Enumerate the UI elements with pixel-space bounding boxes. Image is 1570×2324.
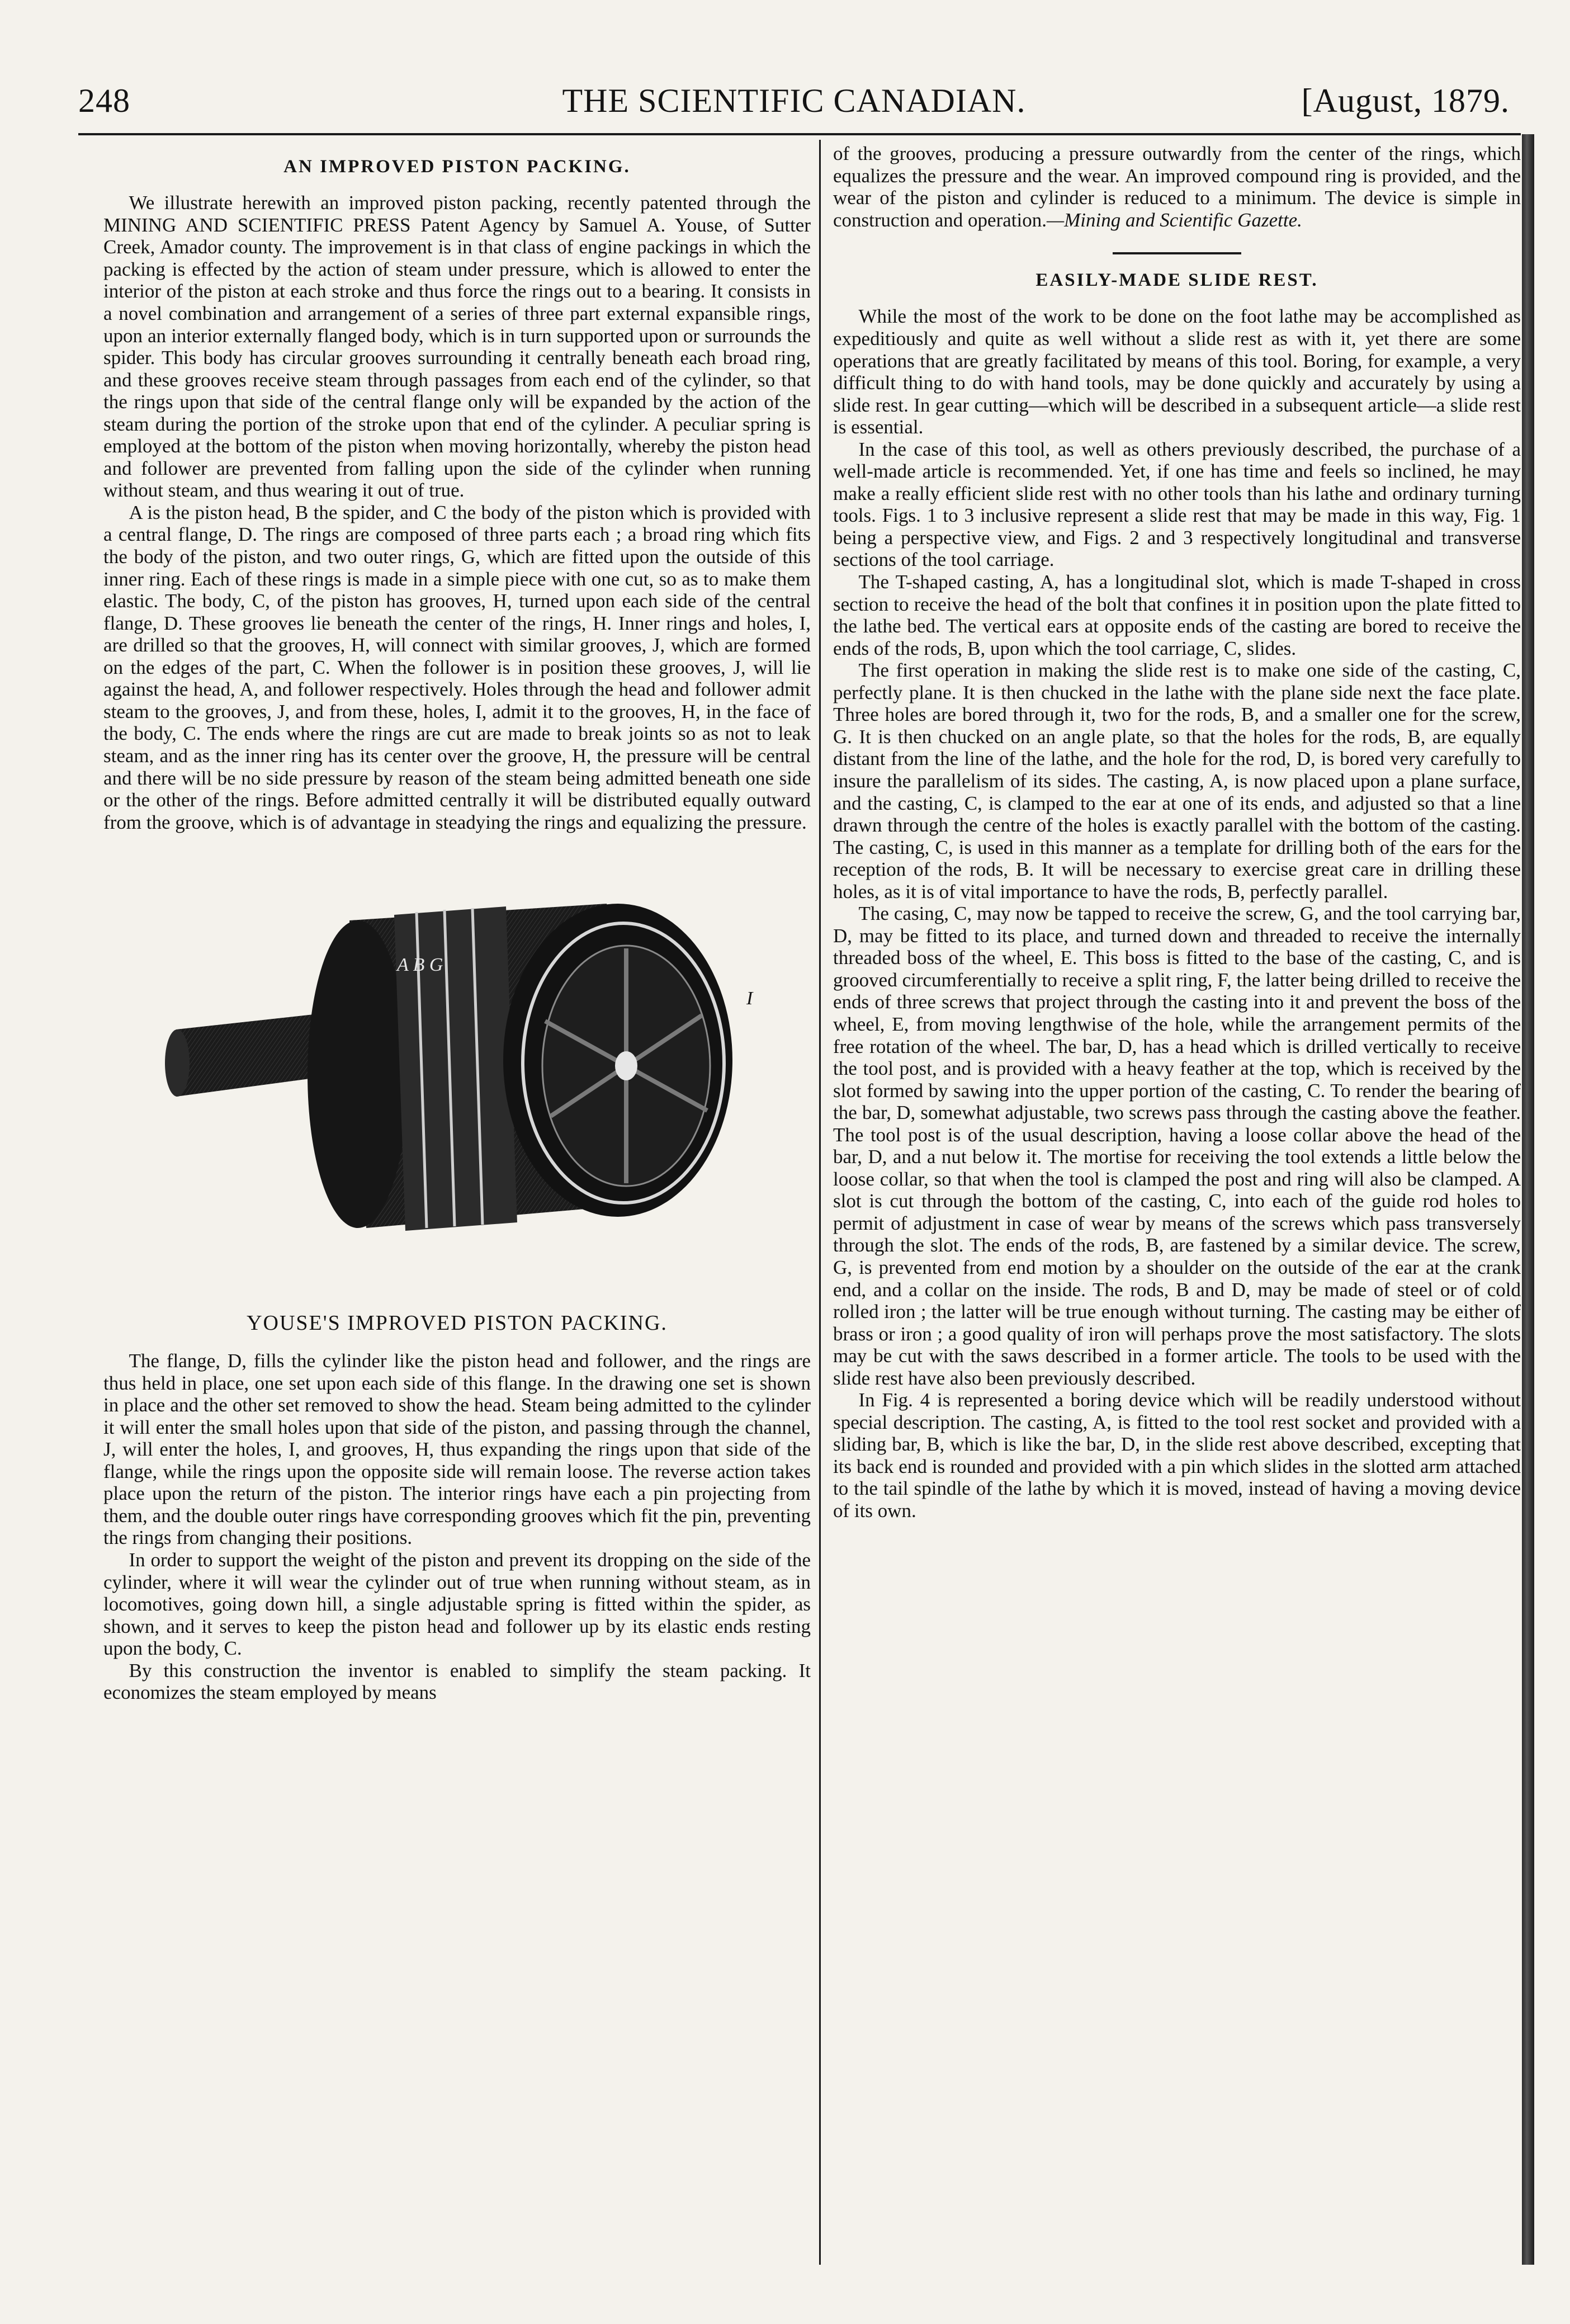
piston-illustration: [103, 837, 811, 1303]
figure-label-i: I: [746, 988, 753, 1009]
article-paragraph: The first operation in making the slide rest is to make one side of the casting, C, perfectly plane. It is then chucked in the lathe with the plane side next the face plate. Three holes are bored through it, two for the rods, B, and a smaller one for the screw, G. It is then chucked on an angle plate, so that the holes for the rods, B, are equally distant from the line of the lathe, and the hole for the rod, D, is bored very carefully to insure the parallelism of its sides. The casting, A, is now placed upon a plane surface, and the casting, C, is clamped to the ear at one of its ends, and adjusted so that a line drawn through the centre of the holes is exactly parallel with the bottom of the casting. The casting, C, is used in this manner as a template for drilling both of the ears for the reception of the rods, B. It will be necessary to exercise great care in drilling these holes, as it is of vital importance to have the rods, B, perfectly parallel.: [833, 659, 1521, 903]
article-headline-slide-rest: EASILY-MADE SLIDE REST.: [1035, 270, 1318, 291]
page-edge-shadow: [1522, 134, 1534, 2265]
issue-date: [August, 1879.: [1301, 82, 1510, 119]
article-paragraph: In the case of this tool, as well as others previously described, the purchase of a well-made article is recommended. Yet, if one has time and feels so inclined, he may make a really efficient slide rest with no other tools than his lathe and ordinary turning tools. Figs. 1 to 3 inclusive represent a slide rest that may be made in this way, Fig. 1 being a perspective view, and Figs. 2 and 3 respectively longitudinal and transverse sections of the tool carriage.: [833, 438, 1521, 571]
continued-text: of the grooves, producing a pressure outwardly from the center of the rings, which equalizes the pressure and the wear. An improved compound ring is provided, and the wear of the piston and cylinder is reduced to a minimum. The device is simple in construction and operation.: [833, 143, 1521, 231]
article-paragraph: In Fig. 4 is represented a boring device which will be readily understood without special description. The casting, A, is fitted to the tool rest socket and provided with a sliding bar, B, which is like the bar, D, in the slide rest above described, excepting that its back end is rounded and provided with a pin which slides in the slotted arm attached to the tail spindle of the lathe by which it is moved, instead of having a moving device of its own.: [833, 1389, 1521, 1522]
article-paragraph: In order to support the weight of the piston and prevent its dropping on the side of the cylinder, where it will wear the cylinder out of true when running without steam, as in locomotives, going down hill, a single adjustable spring is fitted within the spider, as shown, and it serves to keep the piston head and follower up by its elastic ends resting upon the body, C.: [103, 1549, 811, 1660]
article-paragraph: The casing, C, may now be tapped to receive the screw, G, and the tool carrying bar, D, may be fitted to its place, and turned down and threaded to receive the internally threaded boss of the wheel, E. This boss is fitted to the base of the casting, C, and is grooved circumferentially to receive a split ring, F, the latter being drilled to receive the ends of three screws that project through the casting into it and prevent the boss of the wheel, E, from moving lengthwise of the hole, while the arrangement permits of the free rotation of the wheel. The bar, D, has a head which is drilled vertically to receive the tool post, and is provided with a heavy feather at the top, which is received by the slot formed by sawing into the upper portion of the casting, C. To render the bearing of the bar, D, somewhat adjustable, two screws pass through the casting above the feather. The tool post is of the usual description, having a loose collar above the head of the bar, D, and a nut below it. The mortise for receiving the tool extends a little below the loose collar, so that when the tool is clamped the post and ring will also be clamped. A slot is cut through the bottom of the casting, C, into each of the guide rod holes to permit of adjustment in case of wear by means of the screws which pass transversely through the slot. The ends of the rods, B, are fastened by a similar device. The screw, G, is prevented from end motion by a shoulder on the outside of the ear at the crank end, and a collar on the inside. The rods, B and D, may be made of steel or of cold rolled iron ; the latter will be true enough without turning. The casting may be either of brass or iron ; a good quality of iron will perhaps prove the most satisfactory. The slots may be cut with the saws described in a former article. The tools to be used with the slide rest have also been previously described.: [833, 903, 1521, 1389]
article-paragraph: While the most of the work to be done on the foot lathe may be accomplished as expeditiously and quite as well without a slide rest as with it, yet there are some operations that are greatly facilitated by means of this tool. Boring, for example, a very difficult thing to do with hand tools, may be done quickly and accurately by using a slide rest. In gear cutting—which will be described in a subsequent article—a slide rest is essential.: [833, 305, 1521, 438]
article-paragraph: We illustrate herewith an improved piston packing, recently patented through the MINING AND SCIENTIFIC PRESS Patent Agency by Samuel A. Youse, of Sutter Creek, Amador county. The improvement is in that class of engine packings in which the packing is effected by the action of steam under pressure, which is allowed to enter the interior of the piston at each stroke and thus force the rings out to a bearing. It consists in a novel combination and arrangement of a series of three part external expansible rings, upon an interior externally flanged body, which is in turn supported upon or surrounds the spider. This body has circular grooves surrounding it centrally beneath each broad ring, and these grooves receive steam through passages from each end of the cylinder, so that the rings upon that side of the central flange only will be expanded by the action of the steam during the portion of the stroke upon that end of the cylinder. A peculiar spring is employed at the bottom of the piston when moving horizontally, whereby the piston head and follower are prevented from falling upon the side of the cylinder when running without steam, and thus wearing it out of true.: [103, 192, 811, 502]
page-header: [78, 60, 1510, 122]
right-column: [833, 143, 1521, 1522]
continued-paragraph: [833, 143, 1521, 231]
header-rule: [78, 133, 1521, 135]
article-paragraph: The flange, D, fills the cylinder like the piston head and follower, and the rings are thus held in place, one set upon each side of this flange. In the drawing one set is shown in place and the other set removed to show the head. Steam being admitted to the cylinder it will enter the small holes upon that side of the piston, and passing through the channel, J, will enter the holes, I, and grooves, H, thus expanding the rings upon that side of the flange, while the rings upon the opposite side will remain loose. The reverse action takes place upon the return of the piston. The interior rings have each a pin projecting from them, and the double outer rings have corresponding grooves which fit the pin, preventing the rings from changing their positions.: [103, 1350, 811, 1549]
article-paragraph: The T-shaped casting, A, has a longitudinal slot, which is made T-shaped in cross section to receive the head of the bolt that confines it in position upon the plate fitted to the lathe bed. The vertical ears at opposite ends of the casting are bored to receive the ends of the rods, B, upon which the tool carriage, C, slides.: [833, 571, 1521, 659]
column-divider: [819, 140, 821, 2265]
article-headline-piston: AN IMPROVED PISTON PACKING.: [283, 157, 631, 177]
figure-labels-abg: A B G: [397, 955, 443, 976]
page-number: 248: [78, 82, 130, 119]
left-column: [103, 147, 811, 1704]
source-credit: —Mining and Scientific Gazette.: [1046, 209, 1302, 231]
article-separator: [1113, 252, 1241, 254]
article-paragraph: A is the piston head, B the spider, and C the body of the piston which is provided with a central flange, D. The rings are composed of three parts each ; a broad ring which fits the body of the piston, and two outer rings, G, which are fitted upon the outside of this inner ring. Each of these rings is made in a simple piece with one cut, so as to make them elastic. The body, C, of the piston has grooves, H, turned upon each side of the central flange, D. These grooves lie beneath the center of the rings, H. Inner rings and holes, I, are drilled so that the grooves, H, will connect with similar grooves, J, which are formed on the edges of the part, C. When the follower is in position these grooves, J, will lie against the head, A, and follower respectively. Holes through the head and follower admit steam to the grooves, J, and from these, holes, I, admit it to the grooves, H, in the face of the body, C. The ends where the rings are cut are made to break joints so as not to leak steam, and as the inner ring has its center over the groove, H, the pressure will be central and there will be no side pressure by reason of the steam being admitted beneath one side or the other of the rings. Before admitted centrally it will be distributed equally outward from the groove, which is of advantage in steadying the rings and equalizing the pressure.: [103, 501, 811, 833]
article-paragraph: By this construction the inventor is enabled to simplify the steam packing. It economizes the steam employed by means: [103, 1659, 811, 1704]
publication-title: THE SCIENTIFIC CANADIAN.: [562, 82, 1026, 119]
figure-caption: YOUSE'S IMPROVED PISTON PACKING.: [247, 1311, 668, 1335]
piston-engraving: [103, 837, 811, 1303]
